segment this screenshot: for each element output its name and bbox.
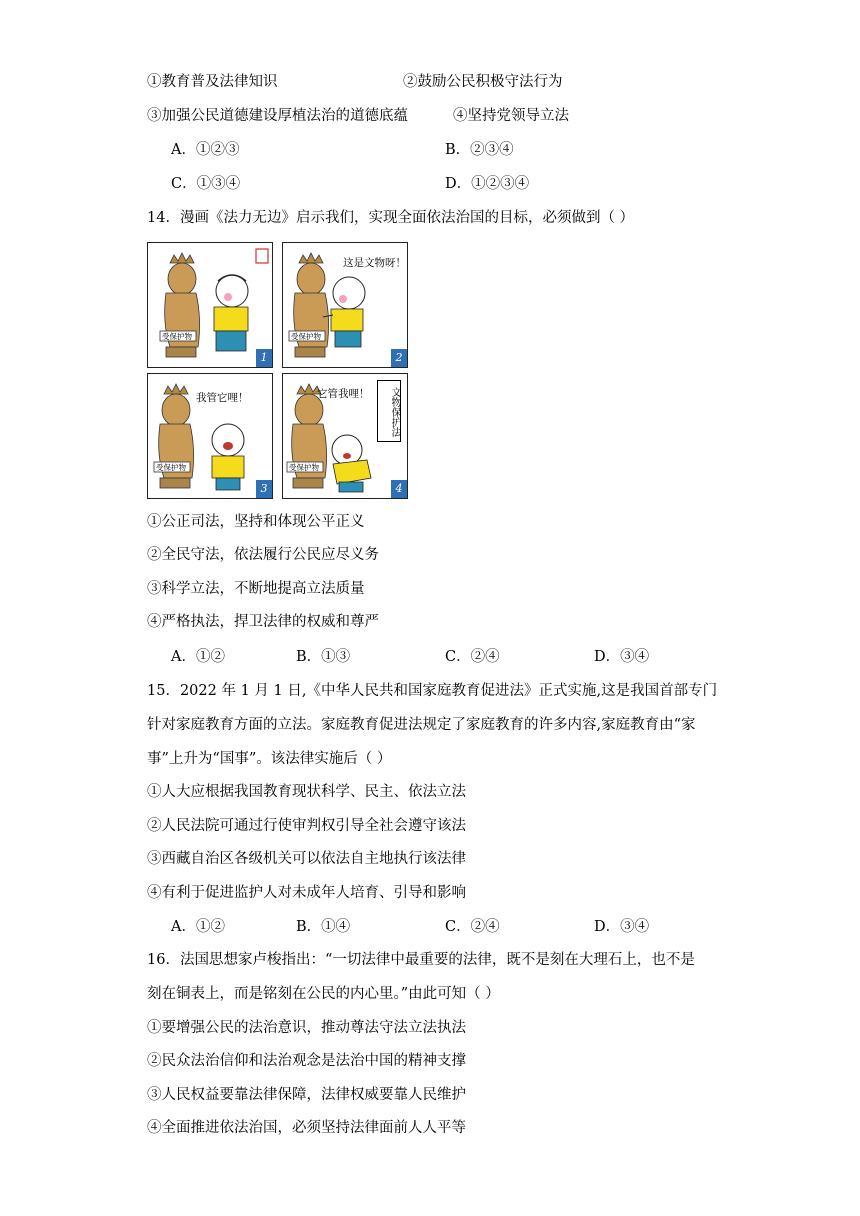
q16-item-3: ③人民权益要靠法律保障，法律权威要靠人民维护 xyxy=(147,1087,466,1103)
q14-item-4: ④严格执法，捍卫法律的权威和尊严 xyxy=(147,614,379,630)
speech-bubble-2: 我管它哩！ xyxy=(196,392,249,404)
q15-stem-line-2: 针对家庭教育方面的立法。家庭教育促进法规定了家庭教育的许多内容,家庭教育由“家 xyxy=(147,717,696,733)
panel-number-2: 2 xyxy=(391,349,407,367)
q15-option-b[interactable]: B．①④ xyxy=(296,919,351,935)
q13-item-2: ②鼓励公民积极守法行为 xyxy=(403,74,563,90)
panel-number-4: 4 xyxy=(391,480,407,498)
speech-bubble-1: 这是文物呀！ xyxy=(343,257,406,269)
speech-bubble-3: 它管我哩！ xyxy=(317,388,370,400)
comic-panel-3 xyxy=(147,373,273,499)
q14-item-2: ②全民守法，依法履行公民应尽义务 xyxy=(147,547,379,563)
q16-stem-line-2: 刻在铜表上，而是铭刻在公民的内心里。”由此可知（ ） xyxy=(147,986,500,1002)
q15-stem-line-3: 事”上升为“国事”。该法律实施后（ ） xyxy=(147,751,392,767)
statue-plaque-1: 受保护物 xyxy=(162,332,192,341)
q14-stem: 14．漫画《法力无边》启示我们，实现全面依法治国的目标，必须做到（ ） xyxy=(147,210,635,226)
q15-option-c[interactable]: C．②④ xyxy=(445,919,500,935)
q16-item-1: ①要增强公民的法治意识，推动尊法守法立法执法 xyxy=(147,1020,466,1036)
law-book-sign: 文物保护法 xyxy=(377,380,401,442)
q15-item-1: ①人大应根据我国教育现状科学、民主、依法立法 xyxy=(147,784,466,800)
q14-option-c[interactable]: C．②④ xyxy=(445,649,500,665)
q14-option-b[interactable]: B．①③ xyxy=(296,649,351,665)
statue-plaque-4: 受保护物 xyxy=(289,463,319,472)
q14-option-d[interactable]: D．③④ xyxy=(594,649,650,665)
comic-panel-4 xyxy=(282,373,408,499)
q16-stem-line-1: 16．法国思想家卢梭指出：“一切法律中最重要的法律，既不是刻在大理石上，也不是 xyxy=(147,952,695,968)
q14-item-1: ①公正司法，坚持和体现公平正义 xyxy=(147,514,365,530)
statue-plaque-3: 受保护物 xyxy=(156,463,186,472)
statue-plaque-2: 受保护物 xyxy=(291,332,321,341)
panel-number-1: 1 xyxy=(256,349,272,367)
q13-item-1: ①教育普及法律知识 xyxy=(147,74,278,90)
q13-option-d[interactable]: D．①②③④ xyxy=(445,176,530,192)
comic-panel-1 xyxy=(147,242,273,368)
q14-option-a[interactable]: A．①② xyxy=(171,649,225,665)
q15-option-d[interactable]: D．③④ xyxy=(594,919,650,935)
statue-boy-illustration xyxy=(148,243,272,367)
q15-item-4: ④有利于促进监护人对未成年人培育、引导和影响 xyxy=(147,885,466,901)
q14-item-3: ③科学立法，不断地提高立法质量 xyxy=(147,581,365,597)
q16-item-2: ②民众法治信仰和法治观念是法治中国的精神支撑 xyxy=(147,1053,466,1069)
q13-option-c[interactable]: C．①③④ xyxy=(171,176,241,192)
panel-number-3: 3 xyxy=(256,480,272,498)
q15-item-2: ②人民法院可通过行使审判权引导全社会遵守该法 xyxy=(147,818,466,834)
q13-item-3: ③加强公民道德建设厚植法治的道德底蕴 xyxy=(147,108,408,124)
q15-item-3: ③西藏自治区各级机关可以依法自主地执行该法律 xyxy=(147,851,466,867)
comic-law-power xyxy=(147,242,409,498)
q15-option-a[interactable]: A．①② xyxy=(171,919,225,935)
q13-item-4: ④坚持党领导立法 xyxy=(453,108,569,124)
q13-option-a[interactable]: A．①②③ xyxy=(171,142,240,158)
q13-option-b[interactable]: B．②③④ xyxy=(445,142,514,158)
comic-panel-2 xyxy=(282,242,408,368)
q16-item-4: ④全面推进依法治国，必须坚持法律面前人人平等 xyxy=(147,1120,466,1136)
q15-stem-line-1: 15．2022 年 1 月 1 日,《中华人民共和国家庭教育促进法》正式实施,这是我国首部专门 xyxy=(147,683,718,699)
